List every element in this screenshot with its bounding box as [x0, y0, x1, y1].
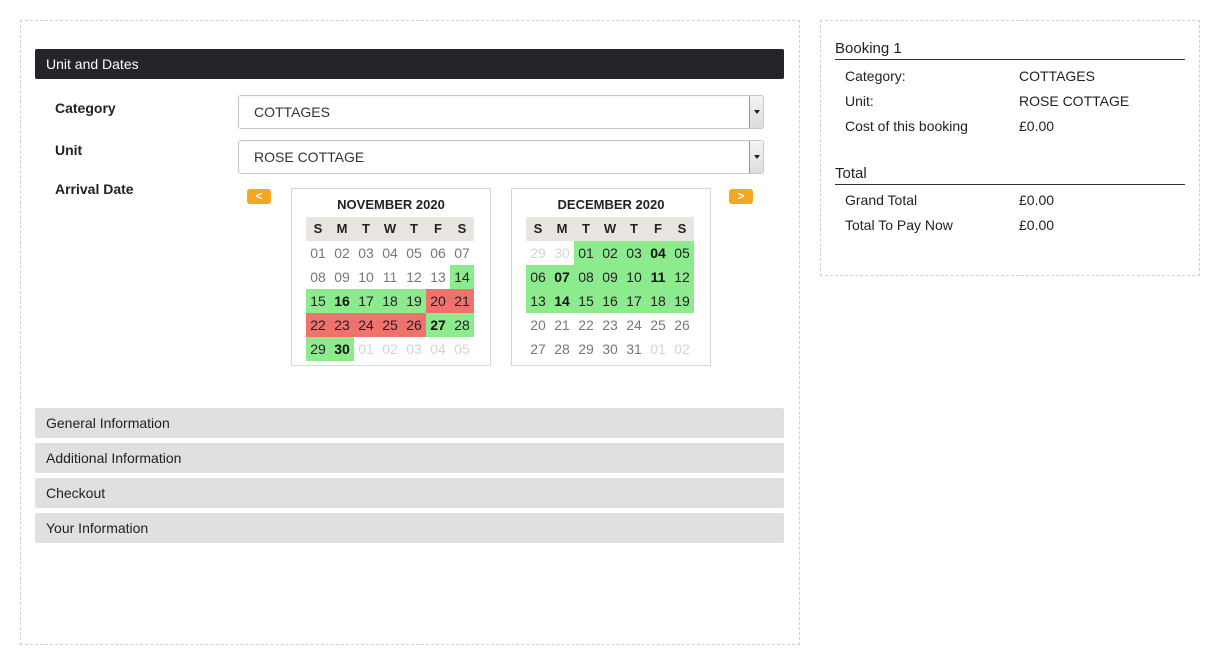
calendar-day: 27 — [530, 341, 546, 357]
calendar-week-row — [526, 265, 694, 289]
unit-label: Unit — [55, 142, 83, 158]
calendar-grid — [526, 217, 694, 361]
calendar-day-other-month: 03 — [406, 341, 422, 357]
calendar-day-available[interactable]: 07 — [550, 265, 574, 289]
summary-unit-value: ROSE COTTAGE — [1019, 93, 1130, 109]
category-select-value: COTTAGES — [254, 104, 330, 120]
calendar-day-available[interactable]: 30 — [330, 337, 354, 361]
total-title: Total — [835, 165, 1185, 185]
calendar-day-available[interactable]: 12 — [670, 265, 694, 289]
calendar-day: 05 — [406, 245, 422, 261]
calendar-day-available[interactable]: 06 — [526, 265, 550, 289]
calendar-day-available[interactable]: 16 — [330, 289, 354, 313]
weekday-header: T — [354, 217, 378, 241]
weekday-header-row — [526, 217, 694, 241]
weekday-header: T — [402, 217, 426, 241]
calendar-day: 13 — [430, 269, 446, 285]
calendar-day-available[interactable]: 19 — [670, 289, 694, 313]
weekday-header: W — [598, 217, 622, 241]
calendar-day-booked: 21 — [450, 289, 474, 313]
calendar-day-available[interactable]: 11 — [646, 265, 670, 289]
calendar-day: 01 — [310, 245, 326, 261]
calendar-week-row — [526, 337, 694, 361]
calendar-day-available[interactable]: 14 — [550, 289, 574, 313]
calendar-day-available[interactable]: 08 — [574, 265, 598, 289]
calendar-day-available[interactable]: 16 — [598, 289, 622, 313]
chevron-down-icon[interactable] — [749, 141, 763, 173]
calendar-week-row — [306, 241, 474, 265]
unit-select-value: ROSE COTTAGE — [254, 149, 365, 165]
calendar-day-available[interactable]: 13 — [526, 289, 550, 313]
calendar-december — [511, 188, 711, 366]
calendar-day-available[interactable]: 27 — [426, 313, 450, 337]
calendar-day-available[interactable]: 19 — [402, 289, 426, 313]
summary-cost-value: £0.00 — [1019, 118, 1055, 134]
calendar-day-available[interactable]: 29 — [306, 337, 330, 361]
chevron-down-icon[interactable] — [749, 96, 763, 128]
calendar-day-other-month: 05 — [454, 341, 470, 357]
summary-unit-label: Unit: — [845, 93, 874, 109]
accordion-additional-information[interactable]: Additional Information — [35, 443, 784, 473]
calendar-day: 23 — [602, 317, 618, 333]
calendar-day-other-month: 02 — [674, 341, 690, 357]
booking-title: Booking 1 — [835, 40, 1185, 60]
weekday-header: S — [526, 217, 550, 241]
weekday-header: T — [574, 217, 598, 241]
calendar-november — [291, 188, 491, 366]
calendar-day: 08 — [310, 269, 326, 285]
calendar-day: 28 — [554, 341, 570, 357]
accordion-general-information[interactable]: General Information — [35, 408, 784, 438]
calendar-grid — [306, 217, 474, 361]
weekday-header: F — [426, 217, 450, 241]
calendar-day: 22 — [578, 317, 594, 333]
calendar-day-booked: 20 — [426, 289, 450, 313]
calendar-day-available[interactable]: 01 — [574, 241, 598, 265]
arrival-date-label: Arrival Date — [55, 181, 134, 197]
calendar-day-available[interactable]: 03 — [622, 241, 646, 265]
calendar-day: 03 — [358, 245, 374, 261]
calendar-title: DECEMBER 2020 — [557, 197, 665, 212]
calendar-week-row — [306, 313, 474, 337]
weekday-header-row — [306, 217, 474, 241]
calendar-day: 11 — [382, 269, 398, 285]
calendar-day: 06 — [430, 245, 446, 261]
calendar-week-row — [526, 289, 694, 313]
calendar-day-available[interactable]: 04 — [646, 241, 670, 265]
calendar-day-available[interactable]: 17 — [354, 289, 378, 313]
accordion-your-information[interactable]: Your Information — [35, 513, 784, 543]
calendar-day-other-month: 01 — [358, 341, 374, 357]
calendar-day-available[interactable]: 18 — [378, 289, 402, 313]
calendar-day: 20 — [530, 317, 546, 333]
calendar-day-other-month: 04 — [430, 341, 446, 357]
calendar-week-row — [526, 241, 694, 265]
calendar-week-row — [526, 313, 694, 337]
calendar-week-row — [306, 337, 474, 361]
unit-dates-header[interactable]: Unit and Dates — [35, 49, 784, 79]
summary-category-value: COTTAGES — [1019, 68, 1095, 84]
calendar-day-booked: 22 — [306, 313, 330, 337]
pay-now-label: Total To Pay Now — [845, 217, 953, 233]
category-select[interactable] — [238, 95, 764, 129]
weekday-header: S — [670, 217, 694, 241]
calendar-day: 04 — [382, 245, 398, 261]
next-month-button[interactable]: > — [729, 189, 753, 204]
calendar-day: 26 — [674, 317, 690, 333]
weekday-header: W — [378, 217, 402, 241]
prev-month-button[interactable]: < — [247, 189, 271, 204]
calendar-day-booked: 24 — [354, 313, 378, 337]
unit-select[interactable] — [238, 140, 764, 174]
calendar-day-other-month: 01 — [650, 341, 666, 357]
calendar-day: 12 — [406, 269, 422, 285]
calendar-day: 07 — [454, 245, 470, 261]
calendar-day-other-month: 30 — [554, 245, 570, 261]
summary-cost-label: Cost of this booking — [845, 118, 968, 134]
calendar-week-row — [306, 289, 474, 313]
calendar-day-booked: 23 — [330, 313, 354, 337]
calendar-day-other-month: 29 — [530, 245, 546, 261]
calendar-day-available[interactable]: 28 — [450, 313, 474, 337]
summary-category-label: Category: — [845, 68, 906, 84]
weekday-header: F — [646, 217, 670, 241]
calendar-day: 30 — [602, 341, 618, 357]
calendar-day-available[interactable]: 15 — [306, 289, 330, 313]
category-label: Category — [55, 100, 116, 116]
calendar-day-booked: 26 — [402, 313, 426, 337]
booking-form-panel — [20, 20, 800, 645]
weekday-header: S — [306, 217, 330, 241]
calendar-day-available[interactable]: 14 — [450, 265, 474, 289]
calendar-day-available[interactable]: 17 — [622, 289, 646, 313]
calendar-day: 09 — [334, 269, 350, 285]
grand-total-label: Grand Total — [845, 192, 918, 208]
calendar-day: 25 — [650, 317, 666, 333]
weekday-header: T — [622, 217, 646, 241]
accordion-checkout[interactable]: Checkout — [35, 478, 784, 508]
calendar-day-available[interactable]: 10 — [622, 265, 646, 289]
calendar-day: 31 — [626, 341, 642, 357]
calendar-title: NOVEMBER 2020 — [337, 197, 445, 212]
pay-now-value: £0.00 — [1019, 217, 1055, 233]
weekday-header: M — [330, 217, 354, 241]
calendar-day: 10 — [358, 269, 374, 285]
calendar-day: 29 — [578, 341, 594, 357]
calendar-day: 02 — [334, 245, 350, 261]
calendar-day-available[interactable]: 18 — [646, 289, 670, 313]
calendar-week-row — [306, 265, 474, 289]
weekday-header: M — [550, 217, 574, 241]
calendar-day-booked: 25 — [378, 313, 402, 337]
calendar-day-available[interactable]: 02 — [598, 241, 622, 265]
grand-total-value: £0.00 — [1019, 192, 1055, 208]
calendar-day: 21 — [554, 317, 570, 333]
calendar-day-available[interactable]: 15 — [574, 289, 598, 313]
calendar-day-other-month: 02 — [382, 341, 398, 357]
calendar-day: 24 — [626, 317, 642, 333]
weekday-header: S — [450, 217, 474, 241]
calendar-day-available[interactable]: 05 — [670, 241, 694, 265]
calendar-day-available[interactable]: 09 — [598, 265, 622, 289]
booking-summary-panel — [820, 20, 1200, 276]
